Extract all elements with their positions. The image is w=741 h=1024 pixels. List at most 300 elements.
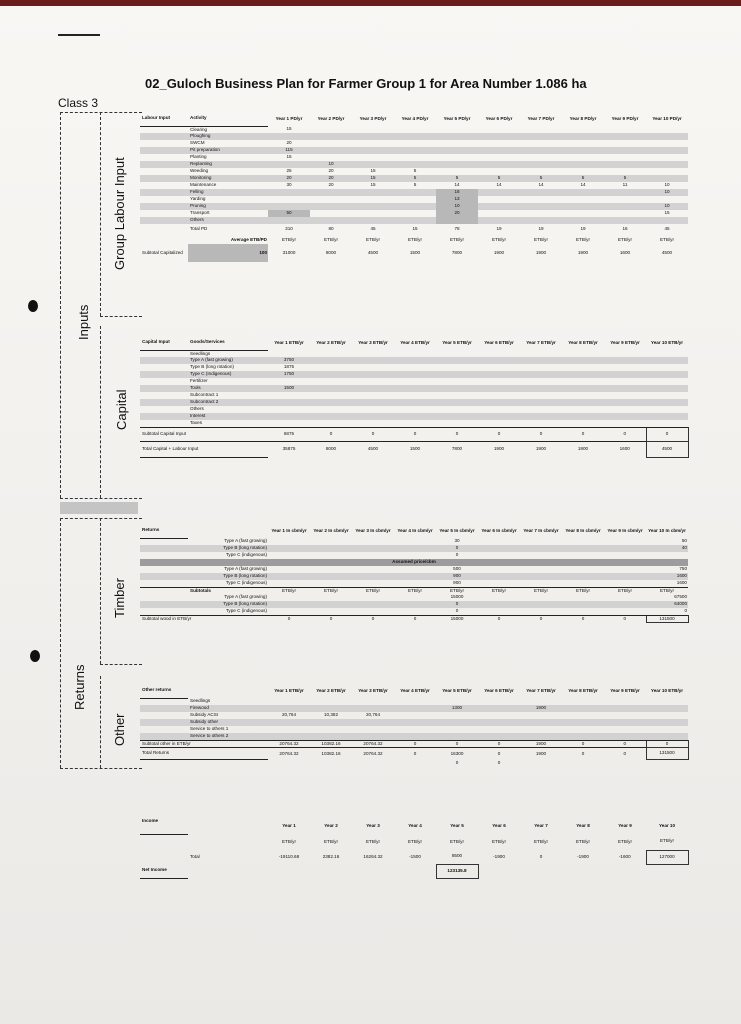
labour-year-5: Year 5 PD/yr	[443, 116, 471, 122]
labour-activity: Transport	[190, 210, 210, 216]
labour-row-spacer	[140, 147, 188, 154]
returns-frame	[60, 518, 61, 768]
labour-value	[604, 168, 646, 175]
other-table	[140, 684, 689, 767]
capital-value	[268, 378, 310, 385]
labour-value: 20	[328, 182, 334, 188]
labour-subtotal-1: 31000	[282, 249, 296, 255]
timber-volume-value	[310, 538, 352, 545]
timber-volume-spacer	[140, 552, 188, 559]
labour-value: 14	[538, 182, 544, 188]
timber-valuation-value: 67500	[674, 594, 687, 600]
class-label: Class 3	[58, 96, 99, 110]
other-subtotal-4: 0	[394, 740, 436, 748]
capital-value	[604, 357, 646, 364]
income-total-6: -1900	[493, 853, 505, 859]
labour-value: 30	[286, 182, 292, 188]
labour-value: 15	[286, 126, 292, 132]
capital-value	[352, 406, 394, 413]
labour-value: 5	[604, 175, 646, 182]
income-year-6: Year 6	[492, 823, 506, 829]
other-value	[394, 712, 436, 719]
capital-value	[436, 371, 478, 378]
labour-value	[562, 217, 604, 224]
capital-value	[394, 399, 436, 406]
other-value	[562, 698, 604, 705]
capital-year-1: Year 1 ETB/yr	[274, 340, 304, 346]
timber-volume-value	[604, 538, 646, 545]
labour-value	[436, 126, 478, 133]
labour-value	[520, 196, 562, 203]
timber-price-type: Type B (long rotation)	[188, 573, 268, 580]
capital-value	[604, 420, 646, 427]
labour-avg-label: Average ETB/PD	[230, 237, 267, 243]
other-subtotal-7: 1900	[520, 740, 562, 748]
labour-value	[478, 189, 520, 196]
timber-valuation-value: 64000	[646, 601, 688, 608]
timber-price-spacer	[140, 580, 188, 587]
labour-value	[478, 168, 520, 175]
labour-value	[478, 196, 520, 203]
labour-divider	[100, 316, 142, 317]
capital-value	[310, 392, 352, 399]
other-value	[604, 698, 646, 705]
labour-avg-value: 100	[188, 244, 268, 262]
income-total-4: -1500	[409, 853, 421, 859]
capital-total-8: 1900	[562, 441, 604, 457]
capital-item: Taxes	[190, 420, 202, 426]
labour-value	[604, 126, 646, 133]
other-value	[394, 733, 436, 740]
capital-value	[310, 371, 352, 378]
capital-value	[394, 364, 436, 371]
capital-item: Type B (long rotation)	[190, 364, 234, 370]
labour-value: 16	[622, 225, 628, 231]
other-value	[310, 698, 352, 705]
timber-valuation-value	[394, 594, 436, 601]
labour-value	[562, 203, 604, 210]
timber-table	[140, 524, 689, 623]
other-value	[310, 733, 352, 740]
labour-activity: Weeding	[190, 168, 209, 174]
timber-year-10: Year 10 In cbm/yr	[648, 528, 686, 534]
capital-col-input: Capital Input	[140, 336, 188, 350]
labour-value: 5	[562, 175, 604, 182]
capital-value	[394, 378, 436, 385]
capital-total-2: 8000	[310, 441, 352, 457]
other-value	[352, 719, 394, 726]
labour-value	[646, 217, 688, 224]
other-total-10: 131500	[646, 748, 688, 760]
labour-value: 15	[352, 175, 394, 182]
capital-value	[646, 406, 688, 413]
labour-activity: Felling	[188, 189, 268, 196]
timber-volume-spacer	[140, 538, 188, 545]
labour-value	[520, 217, 562, 224]
timber-price-value	[562, 573, 604, 580]
timber-price-value	[394, 573, 436, 580]
punch-hole-top	[28, 300, 38, 312]
other-total-6: 0	[478, 748, 520, 760]
labour-value	[394, 154, 436, 161]
labour-subtotal-2: 8000	[325, 249, 337, 255]
timber-valuation-value	[604, 608, 646, 615]
labour-value	[646, 168, 688, 175]
labour-year-7: Year 7 PD/yr	[527, 116, 555, 122]
capital-subtotal-10: 0	[646, 427, 688, 441]
capital-item: Subcontract 2	[188, 399, 268, 406]
labour-value	[310, 210, 352, 217]
income-year-9: Year 9	[618, 823, 632, 829]
timber-subtotal-8: 0	[562, 615, 604, 623]
other-value	[310, 705, 352, 712]
timber-price-value	[268, 580, 310, 587]
timber-subtotal-label: Subtotal wood in ETB/yr	[140, 615, 268, 623]
labour-row-spacer	[140, 224, 188, 234]
capital-value	[562, 413, 604, 420]
timber-valuation-value	[394, 601, 436, 608]
labour-value	[520, 154, 562, 161]
timber-volume-value: 0	[455, 552, 459, 558]
capital-value	[478, 413, 520, 420]
subgroup-line-labour	[100, 112, 101, 316]
other-subtotal-10: 0	[646, 740, 688, 748]
timber-unit-7: ETB/yr	[520, 587, 562, 594]
timber-valuation-spacer	[140, 608, 188, 615]
labour-activity: Monitoring	[188, 175, 268, 182]
capital-value	[478, 406, 520, 413]
assumed-price-label: Assumed price/cbm	[140, 559, 688, 566]
capital-total-6: 1900	[478, 441, 520, 457]
timber-unit-4: ETB/yr	[394, 587, 436, 594]
timber-subtotal-5: 15000	[436, 615, 478, 623]
labour-value	[646, 140, 688, 147]
capital-value	[646, 378, 688, 385]
labour-row-spacer	[140, 196, 188, 203]
pen-mark	[58, 34, 100, 36]
labour-value	[604, 203, 646, 210]
labour-value	[394, 147, 436, 154]
other-value	[646, 719, 688, 726]
capital-total-1: 35875	[268, 441, 310, 457]
timber-subtotal-4: 0	[394, 615, 436, 623]
inputs-frame	[60, 112, 61, 498]
income-year-5: Year 5	[450, 823, 464, 829]
capital-value	[436, 399, 478, 406]
capital-value	[604, 413, 646, 420]
capital-value	[394, 371, 436, 378]
other-value	[268, 733, 310, 740]
timber-price-spacer	[140, 573, 188, 580]
timber-subtotals-label: Subtotals	[188, 587, 268, 594]
labour-value: 5	[413, 182, 417, 188]
income-unit-8: ETB/yr	[575, 838, 591, 844]
other-value: 10,382	[323, 712, 339, 718]
other-value	[646, 705, 688, 712]
timber-volume-value: 40	[646, 545, 688, 552]
labour-value	[436, 147, 478, 154]
capital-subtotal-9: 0	[604, 427, 646, 441]
other-value	[562, 705, 604, 712]
labour-value	[646, 196, 688, 203]
capital-value	[562, 392, 604, 399]
timber-price-value	[562, 566, 604, 573]
timber-valuation-spacer	[140, 594, 188, 601]
timber-valuation-value	[478, 601, 520, 608]
capital-value	[436, 406, 478, 413]
other-value	[604, 726, 646, 733]
capital-item: Fertilizer	[190, 378, 208, 384]
labour-value: 5	[478, 175, 520, 182]
capital-value	[646, 413, 688, 420]
labour-value: 14	[580, 182, 586, 188]
labour-subtotal-10: 4500	[661, 249, 673, 255]
other-value: 1900	[520, 705, 562, 712]
labour-value	[394, 217, 436, 224]
labour-activity: Planting	[190, 154, 207, 160]
capital-subtotal-3: 0	[352, 427, 394, 441]
other-row-spacer	[140, 719, 188, 726]
other-year-7: Year 7 ETB/yr	[526, 688, 556, 694]
labour-year-3: Year 3 PD/yr	[359, 116, 387, 122]
capital-value	[604, 378, 646, 385]
timber-unit-5: ETB/yr	[436, 587, 478, 594]
labour-value	[520, 161, 562, 168]
other-value	[394, 726, 436, 733]
labour-value	[604, 154, 646, 161]
labour-subtotal-3: 4500	[367, 249, 379, 255]
capital-value	[604, 406, 646, 413]
timber-volume-value	[478, 538, 520, 545]
timber-valuation-value	[604, 601, 646, 608]
income-section	[140, 818, 688, 879]
timber-section	[140, 524, 688, 623]
capital-item: Type C (Indigenous)	[188, 371, 268, 378]
capital-total-9: 1600	[604, 441, 646, 457]
timber-volume-value	[562, 552, 604, 559]
labour-value	[310, 154, 352, 161]
income-total-10: 127000	[646, 850, 688, 864]
timber-divider	[100, 664, 142, 665]
capital-value	[604, 392, 646, 399]
timber-valuation-value	[352, 608, 394, 615]
timber-price-value	[604, 566, 646, 573]
labour-value: 19	[496, 225, 502, 231]
labour-row-spacer	[140, 126, 188, 133]
labour-activity: SWCM	[190, 140, 205, 146]
capital-total-label: Total Capital + Labour Input	[140, 441, 268, 457]
timber-volume-type: Type A (fast growing)	[224, 538, 267, 544]
capital-row-spacer	[140, 378, 188, 385]
other-total-4: 0	[394, 748, 436, 760]
timber-year-3: Year 3 In cbm/yr	[355, 528, 391, 534]
capital-row-spacer	[140, 392, 188, 399]
other-value	[478, 733, 520, 740]
other-year-3: Year 3 ETB/yr	[358, 688, 388, 694]
timber-valuation-value	[604, 594, 646, 601]
timber-price-value: 1600	[646, 573, 688, 580]
other-value	[268, 719, 310, 726]
labour-value: 14	[454, 182, 460, 188]
timber-price-spacer	[140, 566, 188, 573]
labour-value: 15	[412, 225, 418, 231]
labour-value	[352, 154, 394, 161]
labour-value	[310, 217, 352, 224]
labour-subtotal-7: 1900	[535, 249, 547, 255]
labour-value	[604, 217, 646, 224]
capital-value	[352, 385, 394, 392]
labour-value: 5	[436, 175, 478, 182]
other-value: 20,764	[281, 712, 297, 718]
other-value	[478, 705, 520, 712]
timber-volume-value: 30	[454, 538, 460, 544]
other-below-1: 0	[455, 759, 459, 765]
capital-year-4: Year 4 ETB/yr	[400, 340, 430, 346]
other-below-2: 0	[497, 759, 501, 765]
capital-value	[562, 364, 604, 371]
labour-activity: Maintenance	[190, 182, 217, 188]
other-year-8: Year 8 ETB/yr	[568, 688, 598, 694]
net-income-spacer	[188, 864, 436, 878]
labour-value: 45	[664, 225, 670, 231]
capital-value	[604, 371, 646, 378]
capital-value	[436, 385, 478, 392]
timber-volume-type: Type B (long rotation)	[188, 545, 268, 552]
timber-subtotal-6: 0	[478, 615, 520, 623]
labour-value	[562, 133, 604, 140]
capital-value	[520, 392, 562, 399]
labour-value	[352, 140, 394, 147]
timber-price-value	[310, 566, 352, 573]
capital-value	[562, 420, 604, 427]
other-subtotal-label: Subtotal other in ETB/yr	[140, 740, 268, 748]
timber-valuation-value	[310, 601, 352, 608]
capital-item: Type A (fast growing)	[188, 357, 268, 364]
other-value	[268, 705, 310, 712]
capital-value	[352, 399, 394, 406]
labour-value	[520, 203, 562, 210]
labour-value	[520, 140, 562, 147]
capital-total-5: 7800	[436, 441, 478, 457]
labour-value	[478, 147, 520, 154]
timber-volume-value	[268, 552, 310, 559]
timber-valuation-value	[352, 601, 394, 608]
timber-valuation-value	[310, 594, 352, 601]
other-value	[562, 712, 604, 719]
timber-year-9: Year 9 In cbm/yr	[607, 528, 643, 534]
other-subtotal-6: 0	[478, 740, 520, 748]
labour-value: 10	[436, 203, 478, 210]
labour-avg-spacer	[140, 237, 188, 244]
other-value	[310, 726, 352, 733]
capital-value	[310, 357, 352, 364]
capital-value	[562, 399, 604, 406]
capital-value	[646, 420, 688, 427]
timber-volume-value	[268, 545, 310, 552]
other-value	[436, 712, 478, 719]
timber-price-value	[604, 573, 646, 580]
income-total-7: 0	[539, 853, 543, 859]
income-year-7: Year 7	[534, 823, 548, 829]
timber-valuation-value	[310, 608, 352, 615]
other-value	[436, 719, 478, 726]
labour-subtotal-5: 7800	[451, 249, 463, 255]
labour-value	[520, 168, 562, 175]
timber-valuation-value: 0	[436, 601, 478, 608]
other-year-4: Year 4 ETB/yr	[400, 688, 430, 694]
other-value	[520, 733, 562, 740]
labour-subtotal-8: 1900	[577, 249, 589, 255]
other-year-9: Year 9 ETB/yr	[610, 688, 640, 694]
timber-valuation-value	[520, 601, 562, 608]
other-year-5: Year 5 ETB/yr	[442, 688, 472, 694]
timber-volume-value	[394, 538, 436, 545]
other-item: Service to others 2	[188, 733, 268, 740]
labour-activity: Pruning	[188, 203, 268, 210]
income-total-3: 16264.32	[363, 853, 383, 859]
labour-row-spacer	[140, 168, 188, 175]
capital-total-10: 4500	[646, 441, 688, 457]
labour-year-9: Year 9 PD/yr	[611, 116, 639, 122]
capital-row-spacer	[140, 364, 188, 371]
capital-value	[646, 357, 688, 364]
timber-price-value: 900	[453, 580, 461, 585]
labour-value: 13	[436, 196, 478, 203]
inputs-label: Inputs	[76, 304, 91, 340]
labour-value: 10	[664, 182, 670, 188]
other-value	[478, 698, 520, 705]
timber-price-value	[478, 566, 520, 573]
capital-value	[310, 378, 352, 385]
other-row-spacer	[140, 733, 188, 740]
timber-price-value: 900	[436, 573, 478, 580]
other-value	[268, 726, 310, 733]
timber-valuation-value: 0	[455, 608, 459, 614]
timber-price-value	[394, 580, 436, 587]
capital-value	[394, 406, 436, 413]
labour-value	[604, 133, 646, 140]
capital-table	[140, 336, 689, 458]
capital-subtotal-label: Subtotal Capital Input	[140, 427, 268, 441]
labour-value	[310, 203, 352, 210]
timber-volume-value: 0	[436, 545, 478, 552]
labour-value	[520, 126, 562, 133]
other-value	[520, 698, 562, 705]
labour-value	[646, 133, 688, 140]
timber-valuation-value: 15000	[450, 594, 464, 600]
document-title: 02_Guloch Business Plan for Farmer Group 1 for Area Number 1.086 ha	[145, 76, 587, 91]
capital-value	[268, 350, 310, 357]
returns-label: Returns	[72, 664, 87, 710]
capital-value	[520, 357, 562, 364]
capital-subtotal-6: 0	[478, 427, 520, 441]
timber-price-value	[520, 573, 562, 580]
capital-row-spacer	[140, 399, 188, 406]
labour-value: 10	[646, 203, 688, 210]
timber-subtotal-3: 0	[352, 615, 394, 623]
capital-value	[352, 413, 394, 420]
labour-year-6: Year 6 PD/yr	[485, 116, 513, 122]
capital-value	[436, 420, 478, 427]
other-value	[436, 733, 478, 740]
capital-value: 1875	[283, 364, 295, 370]
capital-subtotal-7: 0	[520, 427, 562, 441]
labour-value	[352, 189, 394, 196]
other-value	[562, 726, 604, 733]
other-subtotal-3: 20764.32	[352, 740, 394, 748]
timber-year-1: Year 1 In cbm/yr	[271, 528, 307, 534]
labour-value: 14	[496, 182, 502, 188]
